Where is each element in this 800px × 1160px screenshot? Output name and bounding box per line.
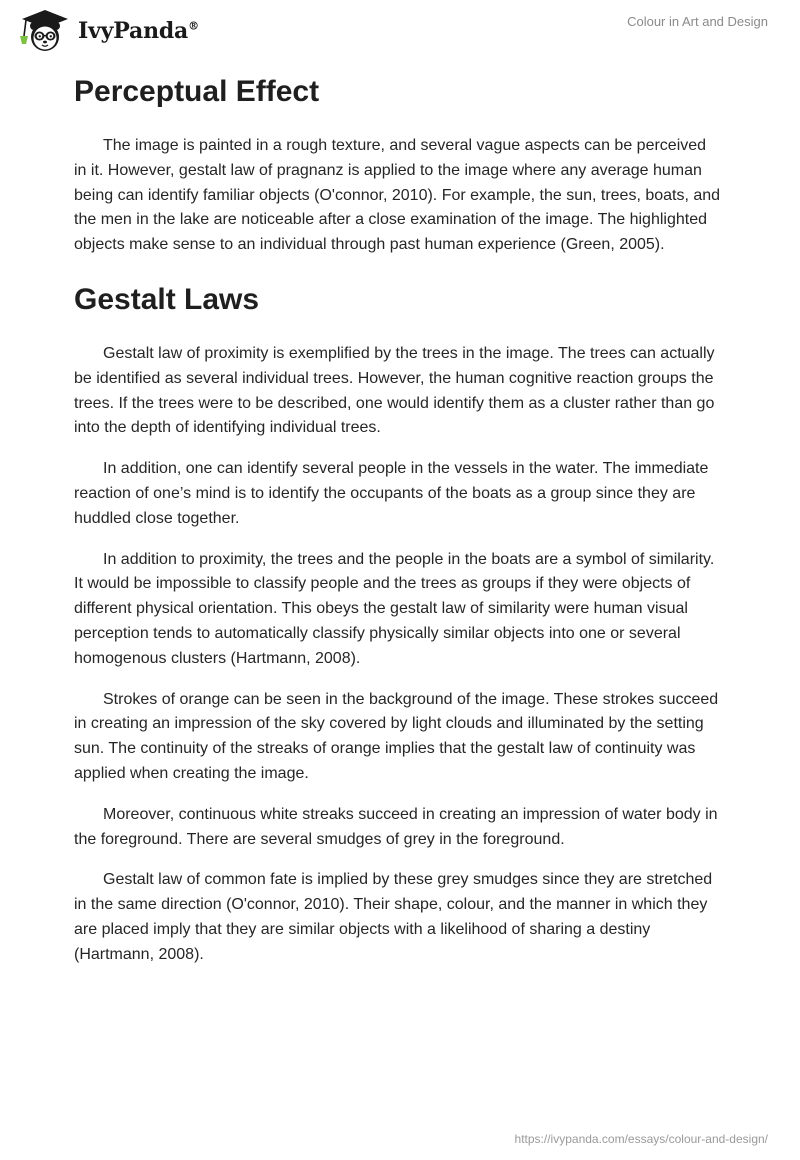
paragraph: In addition to proximity, the trees and the people in the boats are a symbol of similarity. It would be impossible to classify people and the trees as groups if they were objects of different physical orientation. This obeys the gestalt law of similarity were human visual perception tends to automatically classify physically similar objects into one or several homogenous clusters (Hartmann, 2008). [74,550,715,667]
page-header [0,0,800,60]
panda-graduate-icon [14,8,76,54]
source-url[interactable]: https://ivypanda.com/essays/colour-and-design/ [514,1132,768,1146]
brand-logo[interactable] [14,8,199,54]
essay-content [74,72,722,968]
section-heading-perceptual-effect: Perceptual Effect [74,75,320,108]
paragraph: Gestalt law of proximity is exemplified by the trees in the image. The trees can actually be identified as several individual trees. However, the human cognitive reaction groups the trees. If the trees were to be described, one would identify them as a cluster rather than go into the depth of identifying individual trees. [74,344,715,437]
paragraph: Gestalt law of common fate is implied by these grey smudges since they are stretched in the same direction (O'connor, 2010). Their shape, colour, and the manner in which they are placed imply that they are similar objects with a likelihood of sharing a destiny (Hartmann, 2008). [74,871,713,963]
paragraph: The image is painted in a rough texture, and several vague aspects can be perceived in it. However, gestalt law of pragnanz is applied to the image where any average human being can identify familiar objects (O'connor, 2010). For example, the sun, trees, boats, and the men in the lake are noticeable after a close examination of the image. The highlighted objects make sense to an individual through past human experience (Green, 2005). [74,137,721,254]
section-heading-gestalt-laws: Gestalt Laws [74,282,260,316]
paragraph: Moreover, continuous white streaks succeed in creating an impression of water body in the foreground. There are several smudges of grey in the foreground. [74,805,718,848]
paragraph: In addition, one can identify several people in the vessels in the water. The immediate reaction of one’s mind is to identify the occupants of the boats as a group since they are huddled close together. [74,460,709,527]
brand-name: IvyPanda® [78,18,199,44]
paragraph: Strokes of orange can be seen in the background of the image. These strokes succeed in creating an impression of the sky covered by light clouds and illuminated by the setting sun. The continuity of the streaks of orange implies that the gestalt law of continuity was applied when creating the image. [74,690,719,782]
document-title: Colour in Art and Design [627,14,768,29]
